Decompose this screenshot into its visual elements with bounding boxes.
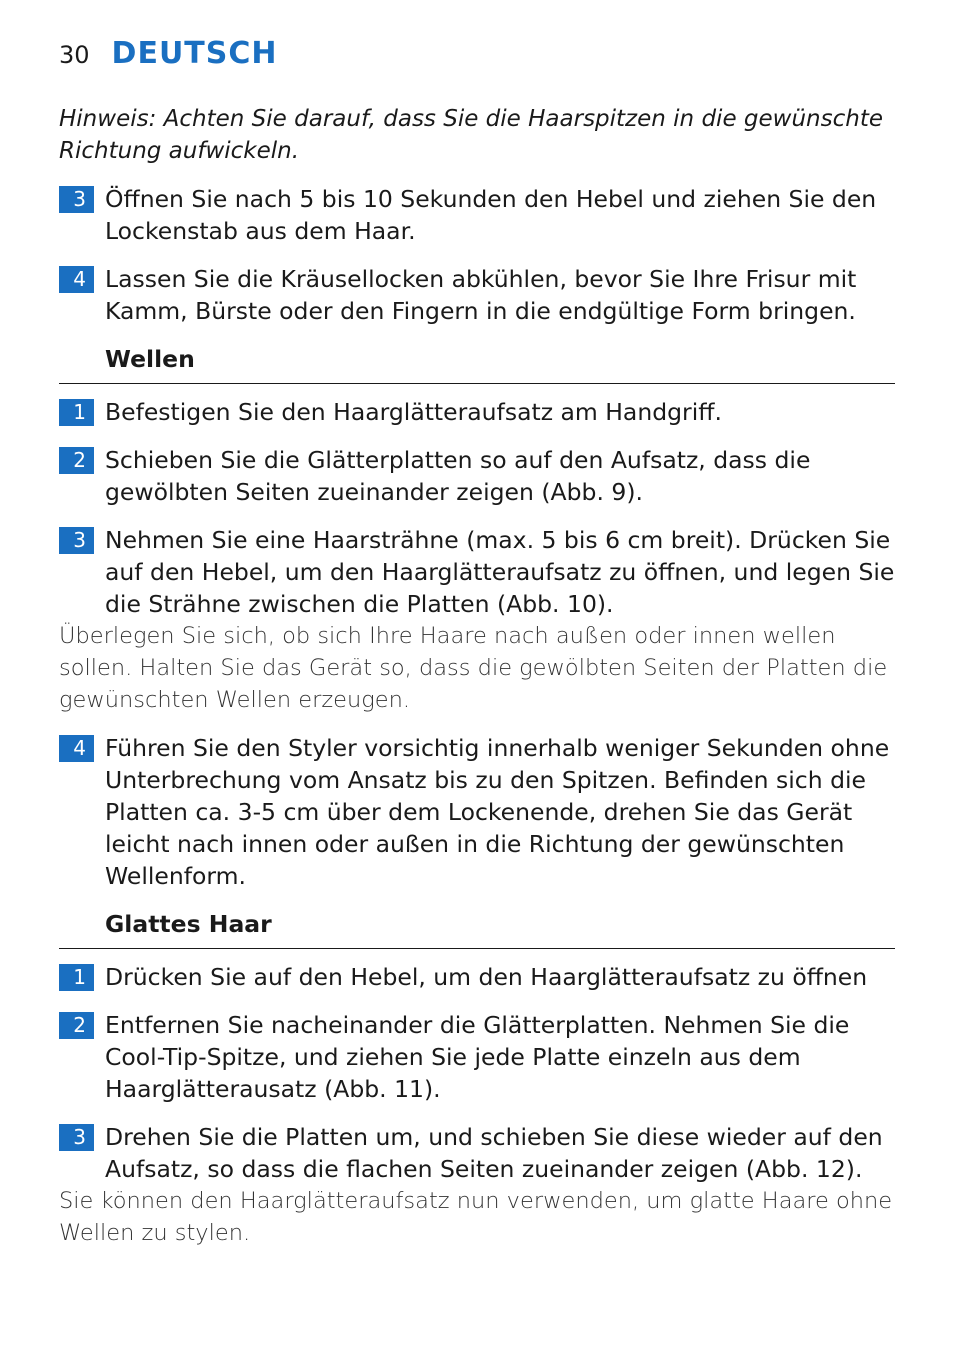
step-text: Drehen Sie die Platten um, und schieben Sie diese wieder auf den Aufsatz, so dass die flachen Seiten zueinander zeigen (Abb. 12). [105, 1123, 883, 1183]
step-text: Entfernen Sie nacheinander die Glätterplatten. Nehmen Sie die Cool-Tip-Spitze, und ziehen Sie jede Platte einzeln aus dem Haarglätterausatz (Abb. 11). [105, 1011, 850, 1103]
page-number: 30 [59, 41, 90, 69]
step-text: Öffnen Sie nach 5 bis 10 Sekunden den Hebel und ziehen Sie den Lockenstab aus dem Haar. [105, 185, 877, 245]
step-item [59, 444, 895, 508]
step-number-badge: 2 [59, 447, 94, 474]
step-text: Befestigen Sie den Haarglätteraufsatz am Handgriff. [105, 398, 722, 426]
step-item [59, 524, 895, 620]
page-header [59, 36, 278, 72]
step-item [59, 1121, 895, 1185]
step-item [59, 183, 895, 247]
step-item [59, 1009, 895, 1105]
step-text: Lassen Sie die Kräusellocken abkühlen, bevor Sie Ihre Frisur mit Kamm, Bürste oder den Fingern in die endgültige Form bringen. [105, 265, 857, 325]
step-item [59, 961, 895, 993]
step-item [59, 396, 895, 428]
step-number-badge: 1 [59, 399, 94, 426]
step-number-badge: 1 [59, 964, 94, 991]
step-number-badge: 4 [59, 266, 94, 293]
step-text: Drücken Sie auf den Hebel, um den Haarglätteraufsatz zu öffnen [105, 963, 868, 991]
step-number-badge: 3 [59, 186, 94, 213]
step-item [59, 732, 895, 892]
note-text: Hinweis: Achten Sie darauf, dass Sie die Haarspitzen in die gewünschte Richtung aufwickeln. [59, 106, 883, 164]
step-number-badge: 4 [59, 735, 94, 762]
step-number-badge: 3 [59, 527, 94, 554]
body-paragraph: Sie können den Haarglätteraufsatz nun verwenden, um glatte Haare ohne Wellen zu stylen. [59, 1188, 893, 1246]
step-item [59, 263, 895, 327]
section-heading-glattes-haar: Glattes Haar [59, 908, 895, 949]
step-number-badge: 3 [59, 1124, 94, 1151]
section-heading-wellen: Wellen [59, 343, 895, 384]
section-title: DEUTSCH [111, 36, 278, 71]
step-number-badge: 2 [59, 1012, 94, 1039]
step-text: Führen Sie den Styler vorsichtig innerhalb weniger Sekunden ohne Unterbrechung vom Ansatz bis zu den Spitzen. Befinden sich die Platten ca. 3-5 cm über dem Lockenende, drehen Sie das Gerät leicht nach innen oder außen in die Richtung der gewünschten Wellenform. [105, 734, 890, 890]
step-text: Schieben Sie die Glätterplatten so auf den Aufsatz, dass die gewölbten Seiten zueinander zeigen (Abb. 9). [105, 446, 811, 506]
step-text: Nehmen Sie eine Haarsträhne (max. 5 bis 6 cm breit). Drücken Sie auf den Hebel, um den Haarglätteraufsatz zu öffnen, und legen Sie die Strähne zwischen die Platten (Abb. 10). [105, 526, 895, 618]
body-paragraph: Überlegen Sie sich, ob sich Ihre Haare nach außen oder innen wellen sollen. Halten Sie das Gerät so, dass die gewölbten Seiten der Platten die gewünschten Wellen erzeugen. [59, 623, 888, 713]
page-content [59, 103, 895, 1265]
